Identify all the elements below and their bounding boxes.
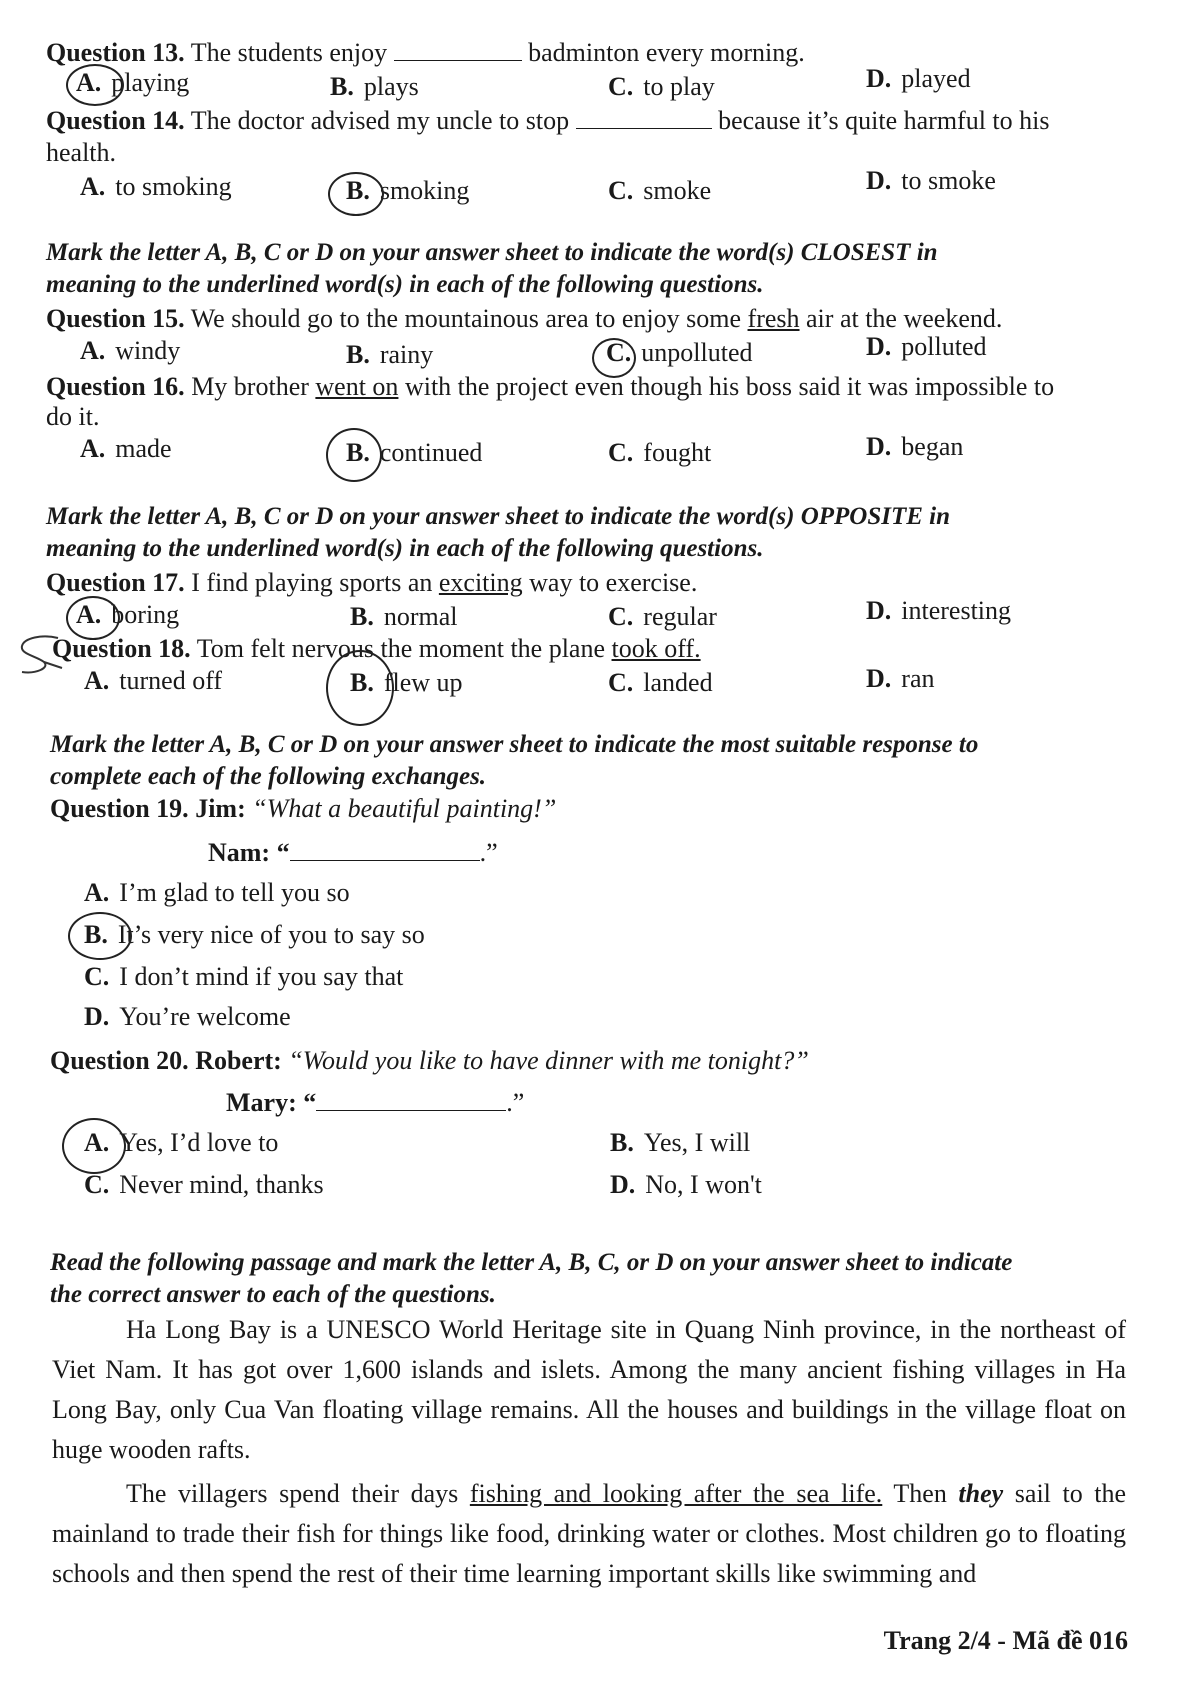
question-14: [46, 106, 1050, 136]
question-number: Question 14.: [46, 106, 185, 135]
option-c: C. fought: [608, 438, 712, 467]
question-18: [52, 634, 701, 664]
speaker-name: Mary: “: [226, 1088, 317, 1117]
option-d: D. No, I won't: [610, 1170, 762, 1199]
option-b: B. smoking: [346, 176, 470, 205]
page-footer: Trang 2/4 - Mã đề 016: [883, 1626, 1128, 1655]
question-text: badminton every morning.: [528, 38, 805, 67]
option-a: A. I’m glad to tell you so: [84, 878, 350, 907]
option-d: D. You’re welcome: [84, 1002, 291, 1031]
option-b: B. normal: [350, 602, 458, 631]
question-13: [46, 38, 805, 68]
question-19: [50, 794, 556, 824]
question-text: because it’s quite harmful to his: [718, 106, 1050, 135]
option-b: B. rainy: [346, 340, 434, 369]
answer-blank: [290, 838, 480, 861]
speaker-name: Robert:: [195, 1046, 282, 1075]
section-instruction-opposite-2: meaning to the underlined word(s) in each of the following questions.: [46, 535, 764, 562]
speaker-name: Jim:: [195, 794, 246, 823]
option-d: D. ran: [866, 664, 935, 693]
option-d: D. to smoke: [866, 166, 996, 195]
question-16: [46, 372, 1054, 402]
section-instruction-response: Mark the letter A, B, C or D on your answer sheet to indicate the most suitable response to: [50, 731, 979, 758]
option-c: C. I don’t mind if you say that: [84, 962, 404, 991]
option-b: B. It’s very nice of you to say so: [84, 920, 425, 949]
section-instruction-response-2: complete each of the following exchanges.: [50, 763, 487, 790]
speaker-name: Nam: “: [208, 838, 290, 867]
question-number: Question 18.: [52, 634, 191, 663]
option-a: A. turned off: [84, 666, 223, 695]
underlined-word: went on: [315, 372, 399, 401]
response-line: Nam: “ .”: [208, 838, 498, 867]
underlined-word: exciting: [438, 568, 523, 597]
question-text: way to exercise.: [529, 568, 698, 597]
passage-paragraph-1: Ha Long Bay is a UNESCO World Heritage site in Quang Ninh province, in the northeast of Viet Nam. It has got over 1,600 islands and islets. Among the many ancient fishing villages in Ha Long Bay, only Cua Van floating village remains. All the houses and buildings in the village float on huge wooden rafts.: [52, 1315, 1126, 1464]
question-17: [46, 568, 697, 598]
option-c: C. regular: [608, 602, 717, 631]
underlined-word: took off.: [611, 634, 701, 663]
option-d: D. began: [866, 432, 964, 461]
question-text: We should go to the mountainous area to enjoy some: [190, 304, 742, 333]
section-instruction-reading-2: the correct answer to each of the questions.: [50, 1281, 496, 1308]
option-c: C. landed: [608, 668, 713, 697]
option-b: B. Yes, I will: [610, 1128, 751, 1157]
question-text: I find playing sports an: [191, 568, 433, 597]
question-text: air at the weekend.: [806, 304, 1003, 333]
option-d: D. played: [866, 64, 971, 93]
section-instruction-closest-2: meaning to the underlined word(s) in each of the following questions.: [46, 271, 764, 298]
option-b: B. flew up: [350, 668, 463, 697]
utterance: “What a beautiful painting!”: [252, 794, 557, 823]
option-c: C. smoke: [608, 176, 712, 205]
response-line: Mary: “ .”: [226, 1088, 525, 1117]
underlined-word: fresh: [747, 304, 800, 333]
option-a: A. Yes, I’d love to: [84, 1128, 279, 1157]
option-a: A. made: [80, 434, 172, 463]
option-c: C. unpolluted: [606, 338, 753, 367]
option-d: D. polluted: [866, 332, 987, 361]
section-instruction-opposite: Mark the letter A, B, C or D on your answer sheet to indicate the word(s) OPPOSITE in: [46, 503, 951, 530]
question-number: Question 19.: [50, 794, 189, 823]
question-text: with the project even though his boss said it was impossible to: [404, 372, 1055, 401]
option-a: A. windy: [80, 336, 181, 365]
question-20: [50, 1046, 809, 1076]
question-number: Question 17.: [46, 568, 185, 597]
question-text: Tom felt nervous the moment the plane: [196, 634, 606, 663]
option-b: B. continued: [346, 438, 483, 467]
question-14-continued: health.: [46, 138, 117, 167]
option-a: A. playing: [76, 68, 190, 97]
option-c: C. to play: [608, 72, 715, 101]
utterance: “Would you like to have dinner with me tonight?”: [288, 1046, 809, 1075]
reading-passage: [52, 1310, 1126, 1594]
answer-blank: [316, 1088, 506, 1111]
question-text: The students enjoy: [190, 38, 388, 67]
answer-blank: [576, 106, 712, 129]
section-instruction-closest: Mark the letter A, B, C or D on your answer sheet to indicate the word(s) CLOSEST in: [46, 239, 938, 266]
option-b: B. plays: [330, 72, 419, 101]
question-16-continued: do it.: [46, 402, 100, 431]
question-text: The doctor advised my uncle to stop: [190, 106, 570, 135]
answer-blank: [394, 38, 522, 61]
option-c: C. Never mind, thanks: [84, 1170, 324, 1199]
passage-paragraph-2: The villagers spend their days fishing and looking after the sea life. Then they sail to the mainland to trade their fish for things like food, drinking water or clothes. Most children go to floating schools and then spend the rest of their time learning important skills like swimming and: [52, 1479, 1127, 1588]
option-a: A. to smoking: [80, 172, 232, 201]
section-instruction-reading: Read the following passage and mark the letter A, B, C, or D on your answer sheet to indicate: [50, 1249, 1013, 1276]
question-number: Question 13.: [46, 38, 185, 67]
option-d: D. interesting: [866, 596, 1012, 625]
question-number: Question 15.: [46, 304, 185, 333]
question-number: Question 20.: [50, 1046, 189, 1075]
question-text: My brother: [191, 372, 309, 401]
question-number: Question 16.: [46, 372, 185, 401]
question-15: [46, 304, 1002, 334]
option-a: A. boring: [76, 600, 180, 629]
